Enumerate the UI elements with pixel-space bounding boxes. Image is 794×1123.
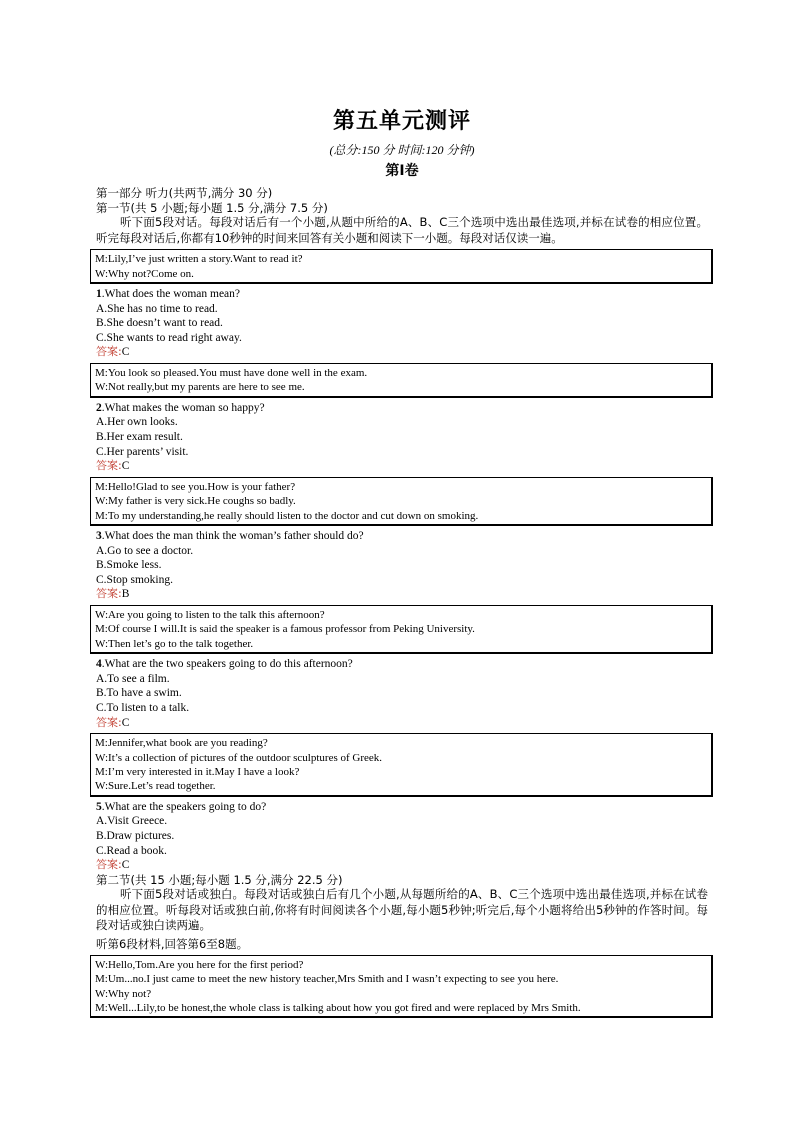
option-item: A.To see a film. <box>96 672 170 685</box>
option-item: B.Smoke less. <box>96 559 162 572</box>
dialogue-line: W:Sure.Let’s read together. <box>95 780 216 793</box>
dialogue-line: W:Why not?Come on. <box>95 267 194 280</box>
answer-value: C <box>121 346 130 359</box>
dialogue-line: W:Are you going to listen to the talk this afternoon? <box>95 608 325 621</box>
option-item: A.She has no time to read. <box>96 302 218 315</box>
question-number: 4 <box>96 658 102 671</box>
option-item: A.Her own looks. <box>96 416 178 429</box>
dialogue-line: W:It’s a collection of pictures of the outdoor sculptures of Greek. <box>95 751 383 764</box>
dialogue-line: W:My father is very sick.He coughs so badly. <box>95 495 296 508</box>
option-item: C.To listen to a talk. <box>96 701 190 714</box>
option-item: C.Her parents’ visit. <box>96 445 189 458</box>
dialogue-box <box>90 363 713 398</box>
answer-line <box>96 459 708 474</box>
section-instruction: 听下面5段对话。每段对话后有一个小题,从题中所给的A、B、C三个选项中选出最佳选项,并标在试卷的相应位置。听完每段对话后,你都有10秒钟的时间来回答有关小题和阅读下一小题。每段对话仅读一遍。 <box>96 215 708 245</box>
option-item: B.Draw pictures. <box>96 829 175 842</box>
dialogue-line: W:Not really,but my parents are here to see me. <box>95 381 305 394</box>
dialogue-box <box>90 477 713 526</box>
question-stem <box>96 287 708 302</box>
question-stem <box>96 529 708 544</box>
question-text: .What are the two speakers going to do this afternoon? <box>101 658 353 671</box>
exam-info: (总分:150 分 时间:120 分钟) <box>329 143 475 157</box>
volume-label: 第Ⅰ卷 <box>385 163 419 179</box>
dialogue-line: M:Lily,I’ve just written a story.Want to read it? <box>95 253 303 266</box>
answer-label: 答案: <box>96 459 122 473</box>
question-list <box>96 249 708 873</box>
question-text: .What makes the woman so happy? <box>101 401 265 414</box>
dialogue-line: M:Jennifer,what book are you reading? <box>95 737 268 750</box>
answer-value: C <box>121 716 130 729</box>
question-text: .What are the speakers going to do? <box>101 800 267 813</box>
option-item: C.Read a book. <box>96 844 167 857</box>
question-number: 2 <box>96 401 102 414</box>
dialogue-line: M:Hello!Glad to see you.How is your father? <box>95 480 296 493</box>
answer-line <box>96 345 708 360</box>
dialogue-line: M:Well...Lily,to be honest,the whole class is talking about how you got fired and were replaced by Mrs Smith. <box>95 1002 581 1015</box>
section-heading: 第二节(共 15 小题;每小题 1.5 分,满分 22.5 分) <box>96 872 343 887</box>
answer-value: C <box>121 859 130 872</box>
question-stem <box>96 657 708 672</box>
answer-label: 答案: <box>96 587 122 601</box>
question-stem <box>96 800 708 815</box>
answer-line <box>96 858 708 873</box>
question-text: .What does the woman mean? <box>101 288 241 300</box>
dialogue-line: M:Of course I will.It is said the speaker is a famous professor from Peking University. <box>95 623 475 636</box>
part-heading: 第一部分 听力(共两节,满分 30 分) <box>96 186 273 200</box>
question-number: 3 <box>96 529 102 542</box>
dialogue-line: W:Then let’s go to the talk together. <box>95 637 254 650</box>
option-item: B.Her exam result. <box>96 430 183 443</box>
answer-label: 答案: <box>96 715 122 729</box>
dialogue-box <box>90 605 713 654</box>
page-title: 第五单元测评 <box>332 109 471 134</box>
dialogue-line: M:You look so pleased.You must have done well in the exam. <box>95 366 368 379</box>
dialogue-line: M:I’m very interested in it.May I have a look? <box>95 765 300 778</box>
dialogue-line: M:Um...no.I just came to meet the new history teacher,Mrs Smith and I wasn’t expecting to see you here. <box>95 973 559 986</box>
section-instruction: 听下面5段对话或独白。每段对话或独白后有几个小题,从每题所给的A、B、C三个选项中选出最佳选项,并标在试卷的相应位置。听每段对话或独白前,你将有时间阅读各个小题,每小题5秒钟;听完后,每个小题将给出5秒钟的作答时间。每段对话或独白读两遍。 <box>96 887 708 933</box>
answer-label: 答案: <box>96 858 122 872</box>
option-item: B.To have a swim. <box>96 687 182 700</box>
question-text: .What does the man think the woman’s father should do? <box>101 529 364 542</box>
section-heading: 第一节(共 5 小题;每小题 1.5 分,满分 7.5 分) <box>96 200 328 215</box>
option-item: C.Stop smoking. <box>96 573 174 586</box>
answer-line <box>96 716 708 731</box>
answer-value: B <box>121 588 130 601</box>
answer-line <box>96 587 708 602</box>
dialogue-box <box>90 955 713 1019</box>
question-number: 1 <box>96 288 102 300</box>
dialogue-box <box>90 733 713 797</box>
listen-label: 听第6段材料,回答第6至8题。 <box>96 936 249 951</box>
exam-page <box>96 104 708 1021</box>
dialogue-line: M:To my understanding,he really should listen to the doctor and cut down on smoking. <box>95 509 479 522</box>
option-item: B.She doesn’t want to read. <box>96 317 223 330</box>
answer-value: C <box>121 460 130 473</box>
dialogue-line: W:Hello,Tom.Are you here for the first period? <box>95 958 304 971</box>
question-stem <box>96 401 708 416</box>
question-number: 5 <box>96 800 102 813</box>
answer-label: 答案: <box>96 345 122 359</box>
option-item: A.Go to see a doctor. <box>96 544 194 557</box>
option-item: C.She wants to read right away. <box>96 331 242 344</box>
dialogue-line: W:Why not? <box>95 987 152 1000</box>
option-item: A.Visit Greece. <box>96 815 168 828</box>
dialogue-box <box>90 249 713 284</box>
